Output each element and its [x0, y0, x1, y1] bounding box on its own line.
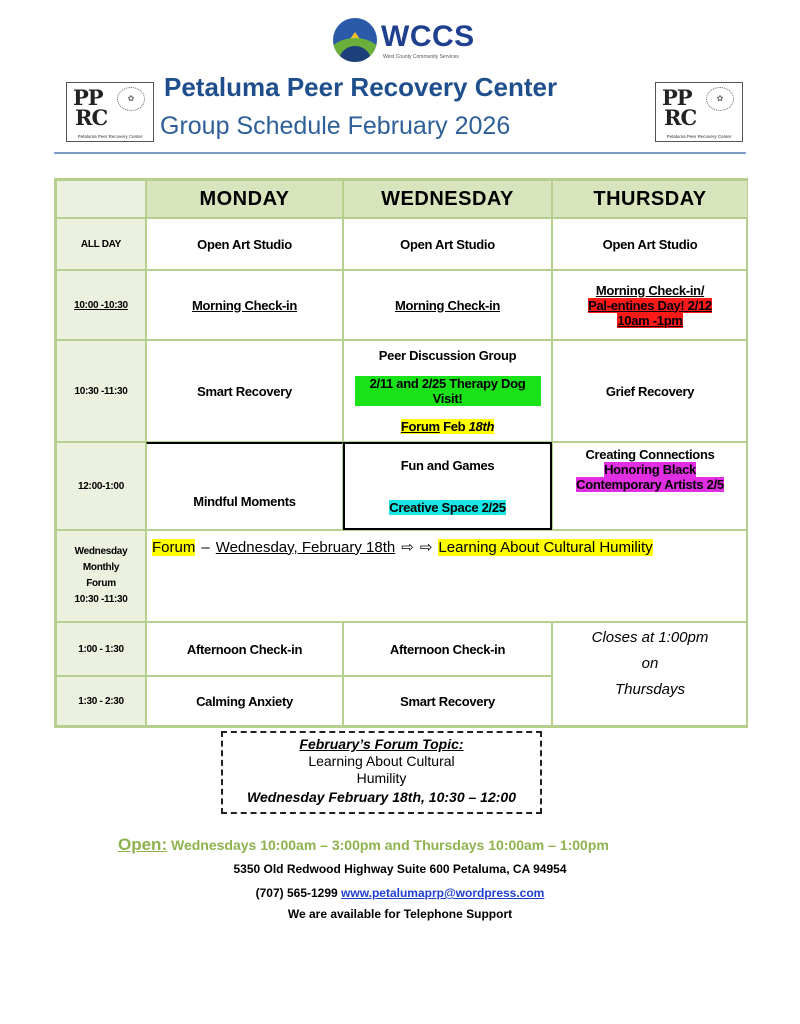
time-1-30: 1:30 - 2:30	[56, 676, 146, 726]
badge-rc: RC	[75, 105, 108, 130]
thu-allday: Open Art Studio	[552, 218, 748, 270]
badge-pp: PP	[73, 85, 103, 110]
wed-100: Afternoon Check-in	[343, 622, 552, 676]
session-title: Morning Check-in	[395, 297, 500, 313]
forum-topic-when: Wednesday February 18th, 10:30 – 12:00	[247, 789, 516, 805]
wed-130: Smart Recovery	[343, 676, 552, 726]
arrow-right-icon: ⇨	[401, 539, 414, 556]
emblem-icon: ✿	[117, 87, 145, 111]
thu-1200	[552, 442, 748, 530]
wccs-logo-text: WCCS	[381, 20, 475, 53]
wed-1030	[343, 340, 552, 442]
forum-topic-line2: Humility	[356, 770, 407, 786]
session-title: Morning Check-in/	[595, 282, 705, 298]
pprc-badge-left	[66, 82, 154, 142]
session-title: Peer Discussion Group	[378, 347, 517, 363]
session-title: Morning Check-in	[192, 297, 297, 313]
forum-topic-label: Learning About Cultural Humility	[438, 538, 653, 556]
mon-allday: Open Art Studio	[146, 218, 343, 270]
badge-pp: PP	[662, 85, 692, 110]
open-label: Open:	[118, 835, 168, 854]
time-12-00: 12:00-1:00	[56, 442, 146, 530]
schedule-table	[54, 178, 748, 728]
header-divider	[54, 152, 746, 154]
arrow-right-icon: ⇨	[419, 539, 433, 556]
wed-1000	[343, 270, 552, 340]
time-label: Monthly	[82, 562, 120, 573]
event-highlight: Honoring Black	[604, 462, 696, 477]
time-1-00: 1:00 - 1:30	[56, 622, 146, 676]
wed-1200	[343, 442, 552, 530]
dash: –	[201, 538, 210, 556]
time-label: 10:30 -11:30	[74, 594, 128, 605]
day-header-monday: MONDAY	[146, 180, 343, 218]
mountain-logo-icon	[333, 18, 377, 62]
emblem-icon: ✿	[706, 87, 734, 111]
pprc-badge-right	[655, 82, 743, 142]
address: 5350 Old Redwood Highway Suite 600 Petaluma, CA 94954	[233, 862, 567, 876]
thu-1000	[552, 270, 748, 340]
closed-note: Thursdays	[614, 681, 686, 698]
event-highlight: Pal-entines Day! 2/12	[588, 297, 712, 313]
mon-100: Afternoon Check-in	[146, 622, 343, 676]
website-link[interactable]: www.petalumaprp@wordpress.com	[341, 886, 545, 900]
mon-1030: Smart Recovery	[146, 340, 343, 442]
time-label: 10:00 -10:30	[74, 299, 128, 311]
forum-note	[401, 419, 494, 434]
badge-rc: RC	[664, 105, 697, 130]
feb-word: Feb	[439, 419, 469, 435]
time-10-00	[56, 270, 146, 340]
forum-announcement	[152, 538, 653, 556]
forum-word: Forum	[400, 419, 440, 435]
day-header-wednesday: WEDNESDAY	[343, 180, 552, 218]
contact-line	[0, 886, 800, 900]
wed-allday: Open Art Studio	[343, 218, 552, 270]
thu-1030: Grief Recovery	[552, 340, 748, 442]
open-hours-text: Wednesdays 10:00am – 3:00pm and Thursdays 10:00am – 1:00pm	[167, 837, 609, 853]
forum-date: Wednesday, February 18th	[215, 538, 396, 556]
closed-note: Closes at 1:00pm	[591, 629, 709, 646]
badge-caption: Petaluma Peer Recovery Center	[77, 134, 143, 139]
page-title: Petaluma Peer Recovery Center	[164, 72, 558, 102]
time-all-day: ALL DAY	[56, 218, 146, 270]
corner-cell	[56, 180, 146, 218]
time-forum	[56, 530, 146, 622]
event-time: 10am -1pm	[617, 312, 683, 328]
date-word: 18th	[468, 419, 495, 435]
support-note: We are available for Telephone Support	[287, 907, 513, 921]
forum-topic-heading: February’s Forum Topic:	[299, 736, 464, 752]
time-label: Forum	[86, 578, 116, 589]
wccs-logo-subtext: West County Community Services	[383, 54, 459, 60]
phone-number: (707) 565-1299	[255, 886, 342, 900]
event-highlight: 2/11 and 2/25 Therapy Dog Visit!	[355, 376, 541, 406]
page-subtitle: Group Schedule February 2026	[160, 112, 511, 140]
time-10-30: 10:30 -11:30	[56, 340, 146, 442]
open-hours	[118, 835, 609, 855]
event-highlight: Contemporary Artists 2/5	[576, 477, 724, 492]
event-highlight: Creative Space 2/25	[389, 499, 506, 515]
closed-note: on	[641, 655, 659, 672]
badge-caption: Petaluma Peer Recovery Center	[666, 134, 732, 139]
mon-1200: Mindful Moments	[146, 442, 343, 530]
forum-label: Forum	[152, 538, 196, 556]
wccs-logo	[333, 18, 483, 64]
forum-topic-box	[221, 731, 542, 814]
mon-1000	[146, 270, 343, 340]
session-title: Fun and Games	[400, 457, 495, 473]
thu-closed	[552, 622, 748, 726]
day-header-thursday: THURSDAY	[552, 180, 748, 218]
mon-130: Calming Anxiety	[146, 676, 343, 726]
time-label: Wednesday	[74, 546, 128, 557]
forum-topic-line1: Learning About Cultural	[308, 753, 455, 769]
session-title: Creating Connections	[585, 447, 715, 462]
